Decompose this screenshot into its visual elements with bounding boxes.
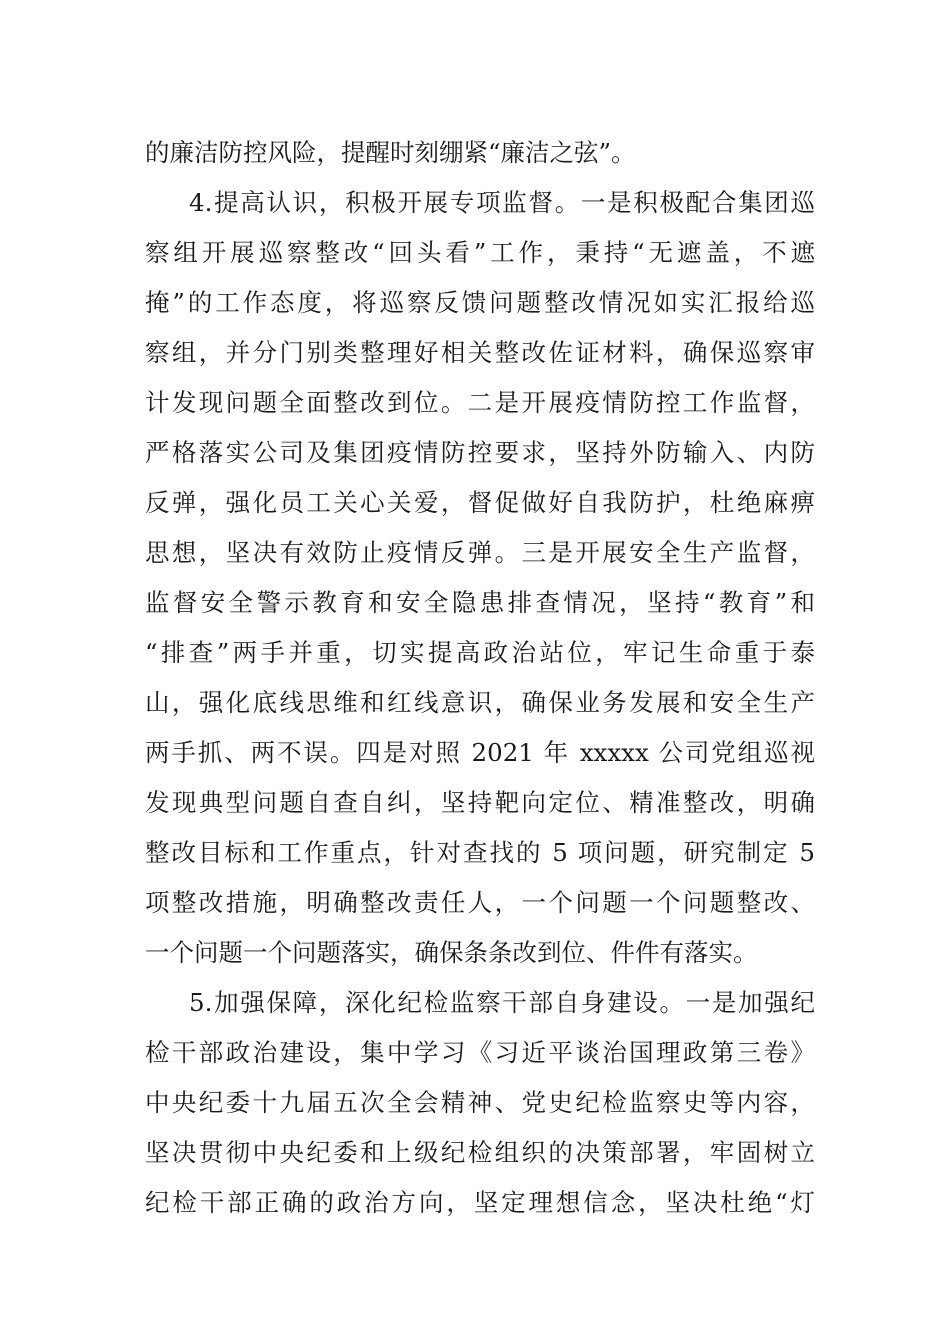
text-line: 反弹，强化员工关心关爱，督促做好自我防护，杜绝麻痹 <box>145 488 815 517</box>
text-line: 掩”的工作态度，将巡察反馈问题整改情况如实汇报给巡 <box>145 288 815 317</box>
text-line: 监督安全警示教育和安全隐患排查情况，坚持“教育”和 <box>145 588 815 617</box>
paragraph-4-heading-line: 4.提高认识，积极开展专项监督。一是积极配合集团巡 <box>189 188 815 217</box>
text-line: 纪检干部正确的政治方向，坚定理想信念，坚决杜绝“灯 <box>145 1188 815 1217</box>
text-line: 察组，并分门别类整理好相关整改佐证材料，确保巡察审 <box>145 338 815 367</box>
text-line: 山，强化底线思维和红线意识，确保业务发展和安全生产 <box>145 688 815 717</box>
text-line: 两手抓、两不误。四是对照 2021 年 xxxxx 公司党组巡视 <box>145 738 815 767</box>
text-line: 中央纪委十九届五次全会精神、党史纪检监察史等内容， <box>145 1088 815 1117</box>
text-line: 发现典型问题自查自纠，坚持靶向定位、精准整改，明确 <box>145 788 815 817</box>
text-line: 察组开展巡察整改“回头看”工作，秉持“无遮盖，不遮 <box>145 238 815 267</box>
text-line: 计发现问题全面整改到位。二是开展疫情防控工作监督， <box>145 388 815 417</box>
text-line: 严格落实公司及集团疫情防控要求，坚持外防输入、内防 <box>145 438 815 467</box>
paragraph-5-heading-line: 5.加强保障，深化纪检监察干部自身建设。一是加强纪 <box>189 988 815 1017</box>
body-text <box>145 128 815 1228</box>
text-line: “排查”两手并重，切实提高政治站位，牢记生命重于泰 <box>145 638 815 667</box>
text-line: 坚决贯彻中央纪委和上级纪检组织的决策部署，牢固树立 <box>145 1138 815 1167</box>
text-line: 整改目标和工作重点，针对查找的 5 项问题，研究制定 5 <box>145 838 815 867</box>
text-line: 项整改措施，明确整改责任人，一个问题一个问题整改、 <box>145 888 815 917</box>
text-line: 检干部政治建设，集中学习《习近平谈治国理政第三卷》 <box>145 1038 815 1067</box>
text-line: 的廉洁防控风险，提醒时刻绷紧“廉洁之弦”。 <box>145 138 636 167</box>
text-line: 思想，坚决有效防止疫情反弹。三是开展安全生产监督， <box>145 538 815 567</box>
text-line: 一个问题一个问题落实，确保条条改到位、件件有落实。 <box>145 938 758 967</box>
